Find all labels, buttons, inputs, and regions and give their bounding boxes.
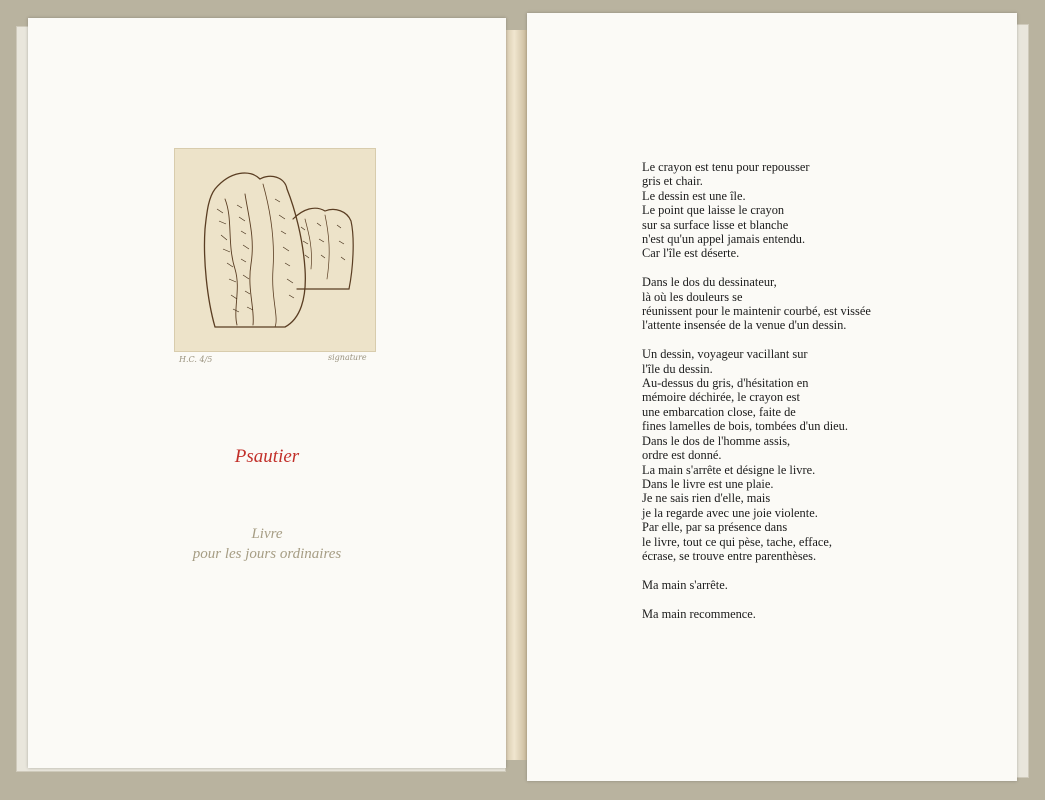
artist-signature: signature [328, 353, 367, 362]
poem-line: Le point que laisse le crayon [642, 203, 785, 218]
poem-text [642, 160, 972, 635]
poem-line: Dans le dos du dessinateur, [642, 275, 777, 290]
subtitle-line-1: Livre [251, 526, 283, 542]
left-page [28, 18, 506, 768]
poem-line: Le dessin est une île. [642, 188, 746, 203]
poem-line: Au-dessus du gris, d'hésitation en [642, 376, 809, 391]
poem-line: Je ne sais rien d'elle, mais [642, 491, 771, 506]
poem-line: le livre, tout ce qui pèse, tache, efface, [642, 534, 833, 549]
poem-line: Ma main s'arrête. [642, 577, 728, 592]
poem-line: je la regarde avec une joie violente. [642, 505, 818, 520]
poem-line: réunissent pour le maintenir courbé, est vissée [642, 304, 871, 319]
poem-line: Un dessin, voyageur vacillant sur [642, 347, 808, 362]
poem-line: gris et chair. [642, 174, 703, 189]
poem-stanza [642, 607, 972, 621]
subtitle-line-2: pour les jours ordinaires [192, 546, 342, 562]
book-subtitle [28, 524, 506, 564]
poem-line: l'île du dessin. [642, 361, 713, 376]
poem-line: Dans le dos de l'homme assis, [642, 433, 791, 448]
book-title: Psautier [234, 446, 300, 467]
poem-line: Ma main recommence. [642, 606, 756, 621]
book-gutter [506, 30, 527, 760]
poem-stanza [642, 347, 972, 563]
poem-line: Le crayon est tenu pour repousser [642, 160, 810, 174]
poem-line: La main s'arrête et désigne le livre. [642, 462, 816, 477]
poem-line: Dans le livre est une plaie. [642, 476, 774, 491]
poem-line: une embarcation close, faite de [642, 404, 796, 419]
poem-stanza [642, 578, 972, 592]
poem-line: là où les douleurs se [642, 289, 743, 304]
poem-line: l'attente insensée de la venue d'un dessin. [642, 318, 847, 333]
poem-line: sur sa surface lisse et blanche [642, 217, 789, 232]
etching-image [174, 148, 376, 352]
poem-line: fines lamelles de bois, tombées d'un dieu. [642, 419, 848, 434]
poem-line: Par elle, par sa présence dans [642, 520, 788, 535]
poem-stanza [642, 275, 972, 333]
rock-etching-drawing [175, 149, 375, 351]
poem-line: mémoire déchirée, le crayon est [642, 390, 800, 405]
poem-line: Car l'île est déserte. [642, 246, 740, 261]
edition-annotation: H.C. 4/5 [179, 355, 213, 364]
poem-stanza [642, 160, 972, 261]
poem-line: ordre est donné. [642, 448, 722, 463]
poem-line: n'est qu'un appel jamais entendu. [642, 232, 806, 247]
poem-line: écrase, se trouve entre parenthèses. [642, 548, 817, 563]
